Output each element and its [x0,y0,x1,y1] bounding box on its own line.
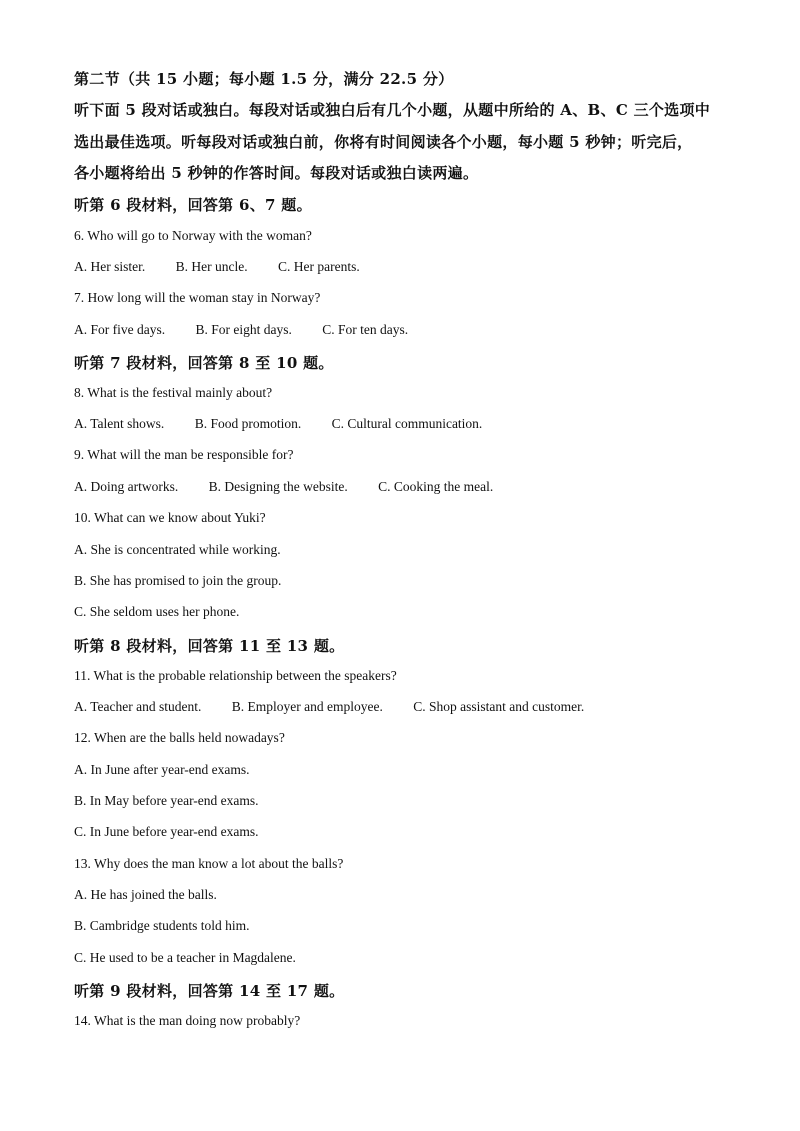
group-heading-7: 听第 7 段材料，回答第 8 至 10 题。 [74,354,334,372]
question-14: 14. What is the man doing now probably? [74,1013,301,1028]
option-8a: A. Talent shows. [74,416,165,431]
option-11b: B. Employer and employee. [231,699,383,714]
section-title: 第二节（共 15 小题；每小题 1.5 分，满分 22.5 分） [74,70,454,88]
option-11a: A. Teacher and student. [74,699,202,714]
option-11c: C. Shop assistant and customer. [413,699,585,714]
question-13: 13. Why does the man know a lot about the balls? [74,856,344,871]
question-8: 8. What is the festival mainly about? [74,385,273,400]
question-11: 11. What is the probable relationship between the speakers? [74,668,397,683]
option-12a: A. In June after year-end exams. [74,762,250,777]
question-10: 10. What can we know about Yuki? [74,510,266,525]
question-6: 6. Who will go to Norway with the woman? [74,228,312,243]
option-12b: B. In May before year-end exams. [74,793,259,808]
group-heading-8: 听第 8 段材料，回答第 11 至 13 题。 [74,637,345,655]
option-6b: B. Her uncle. [175,259,248,274]
option-9a: A. Doing artworks. [74,479,179,494]
option-10a: A. She is concentrated while working. [74,542,281,557]
option-6c: C. Her parents. [277,259,360,274]
option-13a: A. He has joined the balls. [74,887,217,902]
instructions-line-1: 听下面 5 段对话或独白。每段对话或独白后有几个小题，从题中所给的 A、B、C 三个选项中 [74,101,711,119]
option-8c: C. Cultural communication. [331,416,483,431]
instructions-line-3: 各小题将给出 5 秒钟的作答时间。每段对话或独白读两遍。 [74,164,479,182]
option-7a: A. For five days. [74,322,166,337]
question-12: 12. When are the balls held nowadays? [74,730,285,745]
question-7: 7. How long will the woman stay in Norway? [74,290,321,305]
option-9b: B. Designing the website. [208,479,348,494]
group-heading-6: 听第 6 段材料，回答第 6、7 题。 [74,196,312,214]
option-7b: B. For eight days. [195,322,292,337]
option-13c: C. He used to be a teacher in Magdalene. [74,950,296,965]
options-11 [74,699,584,715]
group-heading-9: 听第 9 段材料，回答第 14 至 17 题。 [74,982,345,1000]
question-9: 9. What will the man be responsible for? [74,447,294,462]
option-7c: C. For ten days. [322,322,409,337]
options-9 [74,479,493,495]
option-12c: C. In June before year-end exams. [74,824,259,839]
option-6a: A. Her sister. [74,259,146,274]
option-9c: C. Cooking the meal. [378,479,494,494]
options-8 [74,416,482,432]
instructions-line-2: 选出最佳选项。听每段对话或独白前，你将有时间阅读各个小题，每小题 5 秒钟；听完后， [74,133,693,151]
options-7 [74,322,408,338]
option-10c: C. She seldom uses her phone. [74,604,240,619]
options-6 [74,259,360,275]
option-13b: B. Cambridge students told him. [74,918,250,933]
option-10b: B. She has promised to join the group. [74,573,282,588]
option-8b: B. Food promotion. [194,416,302,431]
